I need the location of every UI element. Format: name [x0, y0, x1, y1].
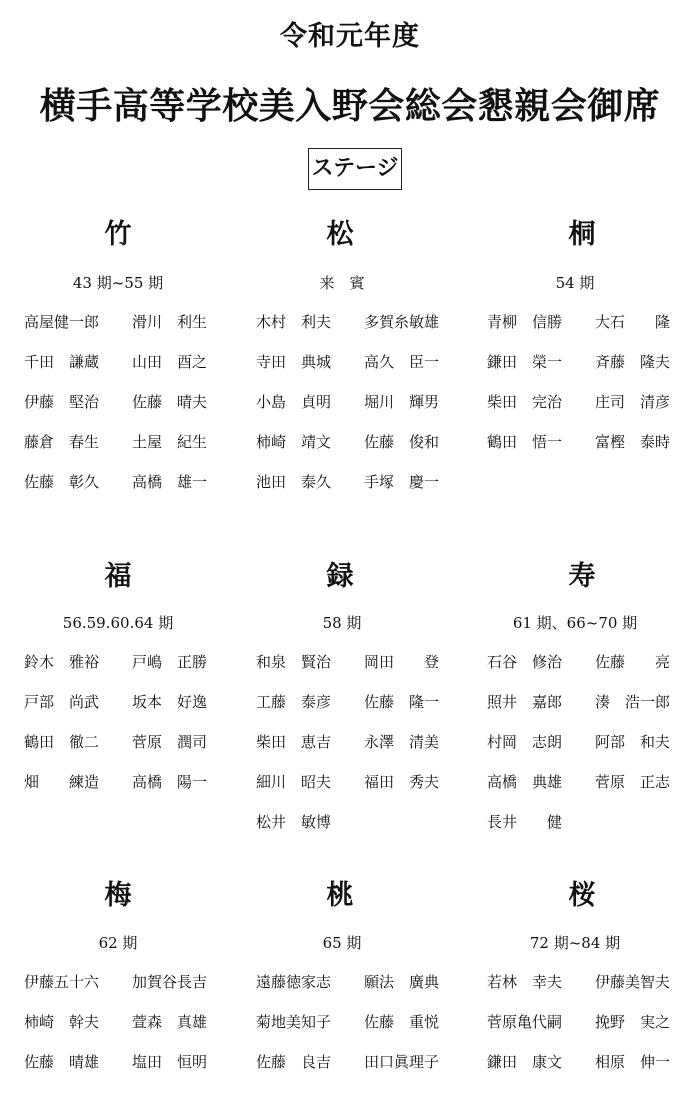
table-period: 62 期	[98, 934, 138, 952]
guest-name: 佐藤 重悦	[364, 1013, 440, 1031]
guest-name: 田口眞理子	[364, 1053, 440, 1071]
guest-name: 柿崎 幹夫	[24, 1013, 100, 1031]
guest-name: 佐藤 良吉	[256, 1053, 332, 1071]
guest-name: 堀川 輝男	[364, 393, 440, 411]
guest-name: 岡田 登	[364, 653, 440, 671]
table-period: 58 期	[322, 614, 362, 632]
guest-name: 高屋健一郎	[24, 313, 100, 331]
guest-name: 山田 酉之	[132, 353, 208, 371]
guest-name: 柿崎 靖文	[256, 433, 332, 451]
guest-name: 阿部 和夫	[595, 733, 671, 751]
guest-name: 柴田 完治	[487, 393, 563, 411]
guest-name: 相原 伸一	[595, 1053, 671, 1071]
guest-name: 多賀糸敏雄	[364, 313, 440, 331]
guest-name: 佐藤 晴雄	[24, 1053, 100, 1071]
guest-name: 寺田 典城	[256, 353, 332, 371]
guest-name: 斉藤 隆夫	[595, 353, 671, 371]
guest-name: 鶴田 徹二	[24, 733, 100, 751]
guest-name: 鶴田 悟一	[487, 433, 563, 451]
guest-name: 塩田 恒明	[132, 1053, 208, 1071]
guest-name: 伊藤 堅治	[24, 393, 100, 411]
table-period: 72 期~84 期	[529, 934, 621, 952]
guest-name: 戸嶋 正勝	[132, 653, 208, 671]
guest-name: 高橋 典雄	[487, 773, 563, 791]
guest-name: 菊地美知子	[256, 1013, 332, 1031]
guest-name: 伊藤美智夫	[595, 973, 671, 991]
guest-name: 遠藤徳家志	[256, 973, 332, 991]
guest-name: 福田 秀夫	[364, 773, 440, 791]
guest-name: 鈴木 雅裕	[24, 653, 100, 671]
guest-name: 池田 泰久	[256, 473, 332, 491]
table-period: 43 期~55 期	[72, 274, 164, 292]
guest-name: 湊 浩一郎	[595, 693, 671, 711]
guest-name: 佐藤 隆一	[364, 693, 440, 711]
guest-name: 木村 利夫	[256, 313, 332, 331]
table-name: 録	[326, 561, 354, 592]
guest-name: 菅原 潤司	[132, 733, 208, 751]
guest-name: 細川 昭夫	[256, 773, 332, 791]
table-period: 56.59.60.64 期	[62, 614, 174, 632]
guest-name: 小島 貞明	[256, 393, 332, 411]
guest-name: 富樫 泰時	[595, 433, 671, 451]
year-heading: 令和元年度	[280, 21, 420, 52]
guest-name: 工藤 泰彦	[256, 693, 332, 711]
guest-name: 佐藤 俊和	[364, 433, 440, 451]
guest-name: 高橋 雄一	[132, 473, 208, 491]
guest-name: 鎌田 榮一	[487, 353, 563, 371]
table-period: 61 期、66~70 期	[512, 614, 638, 632]
guest-name: 和泉 賢治	[256, 653, 332, 671]
guest-name: 永澤 清美	[364, 733, 440, 751]
guest-name: 手塚 慶一	[364, 473, 440, 491]
table-name: 松	[326, 219, 354, 250]
table-name: 梅	[104, 880, 132, 911]
table-period: 来 賓	[319, 274, 365, 292]
guest-name: 長井 健	[487, 813, 563, 831]
table-name: 桐	[568, 219, 596, 250]
stage-label: ステージ	[308, 148, 402, 190]
guest-name: 佐藤 彰久	[24, 473, 100, 491]
guest-name: 菅原 正志	[595, 773, 671, 791]
guest-name: 松井 敏博	[256, 813, 332, 831]
table-period: 65 期	[322, 934, 362, 952]
guest-name: 佐藤 晴夫	[132, 393, 208, 411]
page-title: 横手高等学校美入野会総会懇親会御席	[39, 86, 661, 127]
guest-name: 高橋 陽一	[132, 773, 208, 791]
guest-name: 照井 嘉郎	[487, 693, 563, 711]
guest-name: 村岡 志朗	[487, 733, 563, 751]
guest-name: 佐藤 亮	[595, 653, 671, 671]
guest-name: 柴田 恵吉	[256, 733, 332, 751]
guest-name: 千田 謙蔵	[24, 353, 100, 371]
guest-name: 願法 廣典	[364, 973, 440, 991]
table-period: 54 期	[555, 274, 595, 292]
guest-name: 萱森 真雄	[132, 1013, 208, 1031]
guest-name: 坂本 好逸	[132, 693, 208, 711]
table-name: 桜	[568, 880, 596, 911]
guest-name: 庄司 清彦	[595, 393, 671, 411]
guest-name: 高久 臣一	[364, 353, 440, 371]
guest-name: 鎌田 康文	[487, 1053, 563, 1071]
guest-name: 挽野 実之	[595, 1013, 671, 1031]
guest-name: 土屋 紀生	[132, 433, 208, 451]
guest-name: 大石 隆	[595, 313, 671, 331]
guest-name: 菅原亀代嗣	[487, 1013, 563, 1031]
guest-name: 畑 練造	[24, 773, 100, 791]
table-name: 寿	[568, 561, 596, 592]
table-name: 福	[104, 561, 132, 592]
guest-name: 若林 幸夫	[487, 973, 563, 991]
guest-name: 石谷 修治	[487, 653, 563, 671]
guest-name: 青柳 信勝	[487, 313, 563, 331]
guest-name: 伊藤五十六	[24, 973, 100, 991]
guest-name: 滑川 利生	[132, 313, 208, 331]
table-name: 桃	[326, 880, 354, 911]
guest-name: 加賀谷長吉	[132, 973, 208, 991]
table-name: 竹	[104, 219, 132, 250]
guest-name: 藤倉 春生	[24, 433, 100, 451]
guest-name: 戸部 尚武	[24, 693, 100, 711]
